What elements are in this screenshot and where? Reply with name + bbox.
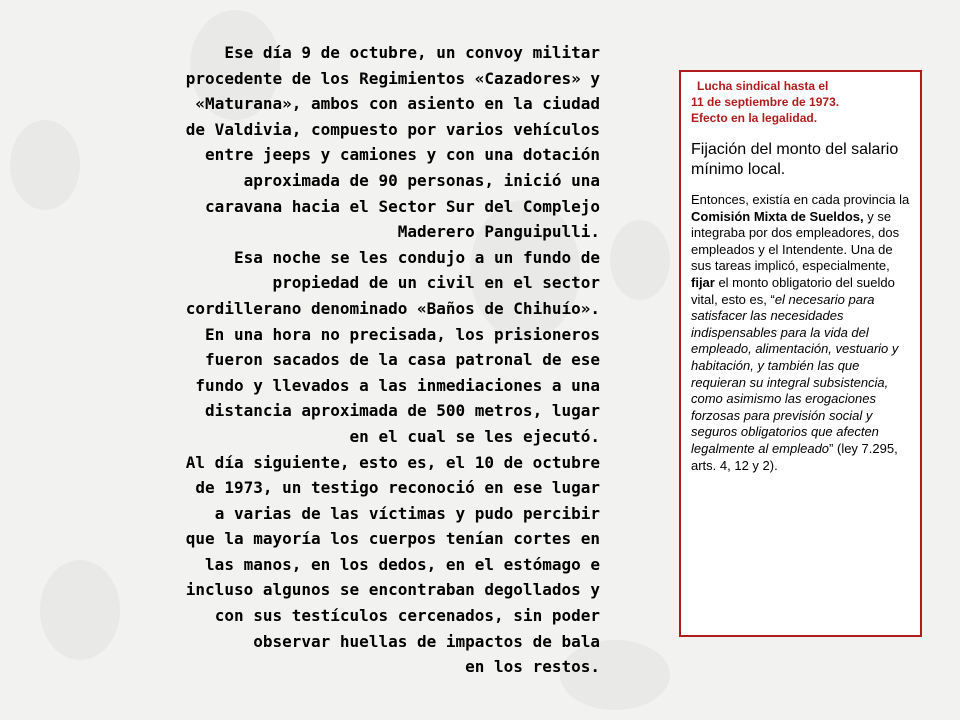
sidebar-header [691,78,910,126]
text-line: incluso algunos se encontraban degollados y [185,580,600,600]
sidebar-body [691,192,910,474]
sidebar-body-text: el monto obligatorio del sueldo vital, esto es, “ [691,274,895,307]
sidebar-header-line: 11 de septiembre de 1973. [691,95,840,109]
sidebar-body-text: Entonces, existía en cada provincia la [691,192,910,207]
text-line: distancia aproximada de 500 metros, lugar [205,401,600,421]
sidebar-body-text: ” (ley 7.295, arts. 4, 12 y 2). [691,440,898,473]
text-line: Esa noche se les condujo a un fundo de [233,247,600,267]
background-figure [610,220,670,300]
sidebar-header-line: Lucha sindical hasta el [697,79,829,93]
main-text-block [20,40,600,680]
text-line: a varias de las víctimas y pudo percibir [214,503,600,523]
sidebar-body-bold: fijar [691,274,715,290]
sidebar-body-text: y se integraba por dos empleadores, dos empleados y el Intendente. Una de sus tareas implicó, especialmente, [691,208,900,274]
text-line: de Valdivia, compuesto por varios vehículos [185,119,600,139]
sidebar-header-line: Efecto en la legalidad. [691,111,818,125]
paragraph-3 [20,450,600,680]
text-line: En una hora no precisada, los prisioneros [205,324,600,344]
paragraph-2 [20,245,600,450]
text-line: con sus testículos cercenados, sin poder [214,606,600,626]
text-line: Al día siguiente, esto es, el 10 de octubre [185,452,600,472]
sidebar-body-bold: Comisión Mixta de Sueldos, [691,208,864,224]
sidebar-title: Fijación del monto del salario mínimo local. [691,141,899,178]
text-line: en el cual se les ejecutó. [349,426,600,446]
text-line: las manos, en los dedos, en el estómago e [205,554,600,574]
text-line: caravana hacia el Sector Sur del Complejo [205,196,600,216]
text-line: procedente de los Regimientos «Cazadores» y [185,68,600,88]
sidebar-box [679,70,922,637]
sidebar-body-quote: el necesario para satisfacer las necesidades indispensables para la vida del empleado, alimentación, vestuario y habitación, y también las que requieran su integral subsistencia, como asimismo las erogaciones forzosas para previsión social y seguros obligatorios que afecten legalmente al empleado [691,291,899,456]
text-line: fueron sacados de la casa patronal de ese [205,350,600,370]
text-line: fundo y llevados a las inmediaciones a una [195,375,600,395]
text-line: cordillerano denominado «Baños de Chihuío». [185,298,600,318]
text-line: entre jeeps y camiones y con una dotación [205,145,600,165]
text-line: de 1973, un testigo reconoció en ese lugar [195,478,600,498]
text-line: Maderero Panguipulli. [397,222,600,242]
text-line: aproximada de 90 personas, inició una [243,170,600,190]
text-line: observar huellas de impactos de bala [253,631,600,651]
text-line: en los restos. [465,657,600,677]
text-line: propiedad de un civil en el sector [272,273,600,293]
text-line: Ese día 9 de octubre, un convoy militar [224,43,600,62]
text-line: que la mayoría los cuerpos tenían cortes en [185,529,600,549]
text-line: «Maturana», ambos con asiento en la ciudad [195,94,600,114]
paragraph-1 [20,40,600,245]
